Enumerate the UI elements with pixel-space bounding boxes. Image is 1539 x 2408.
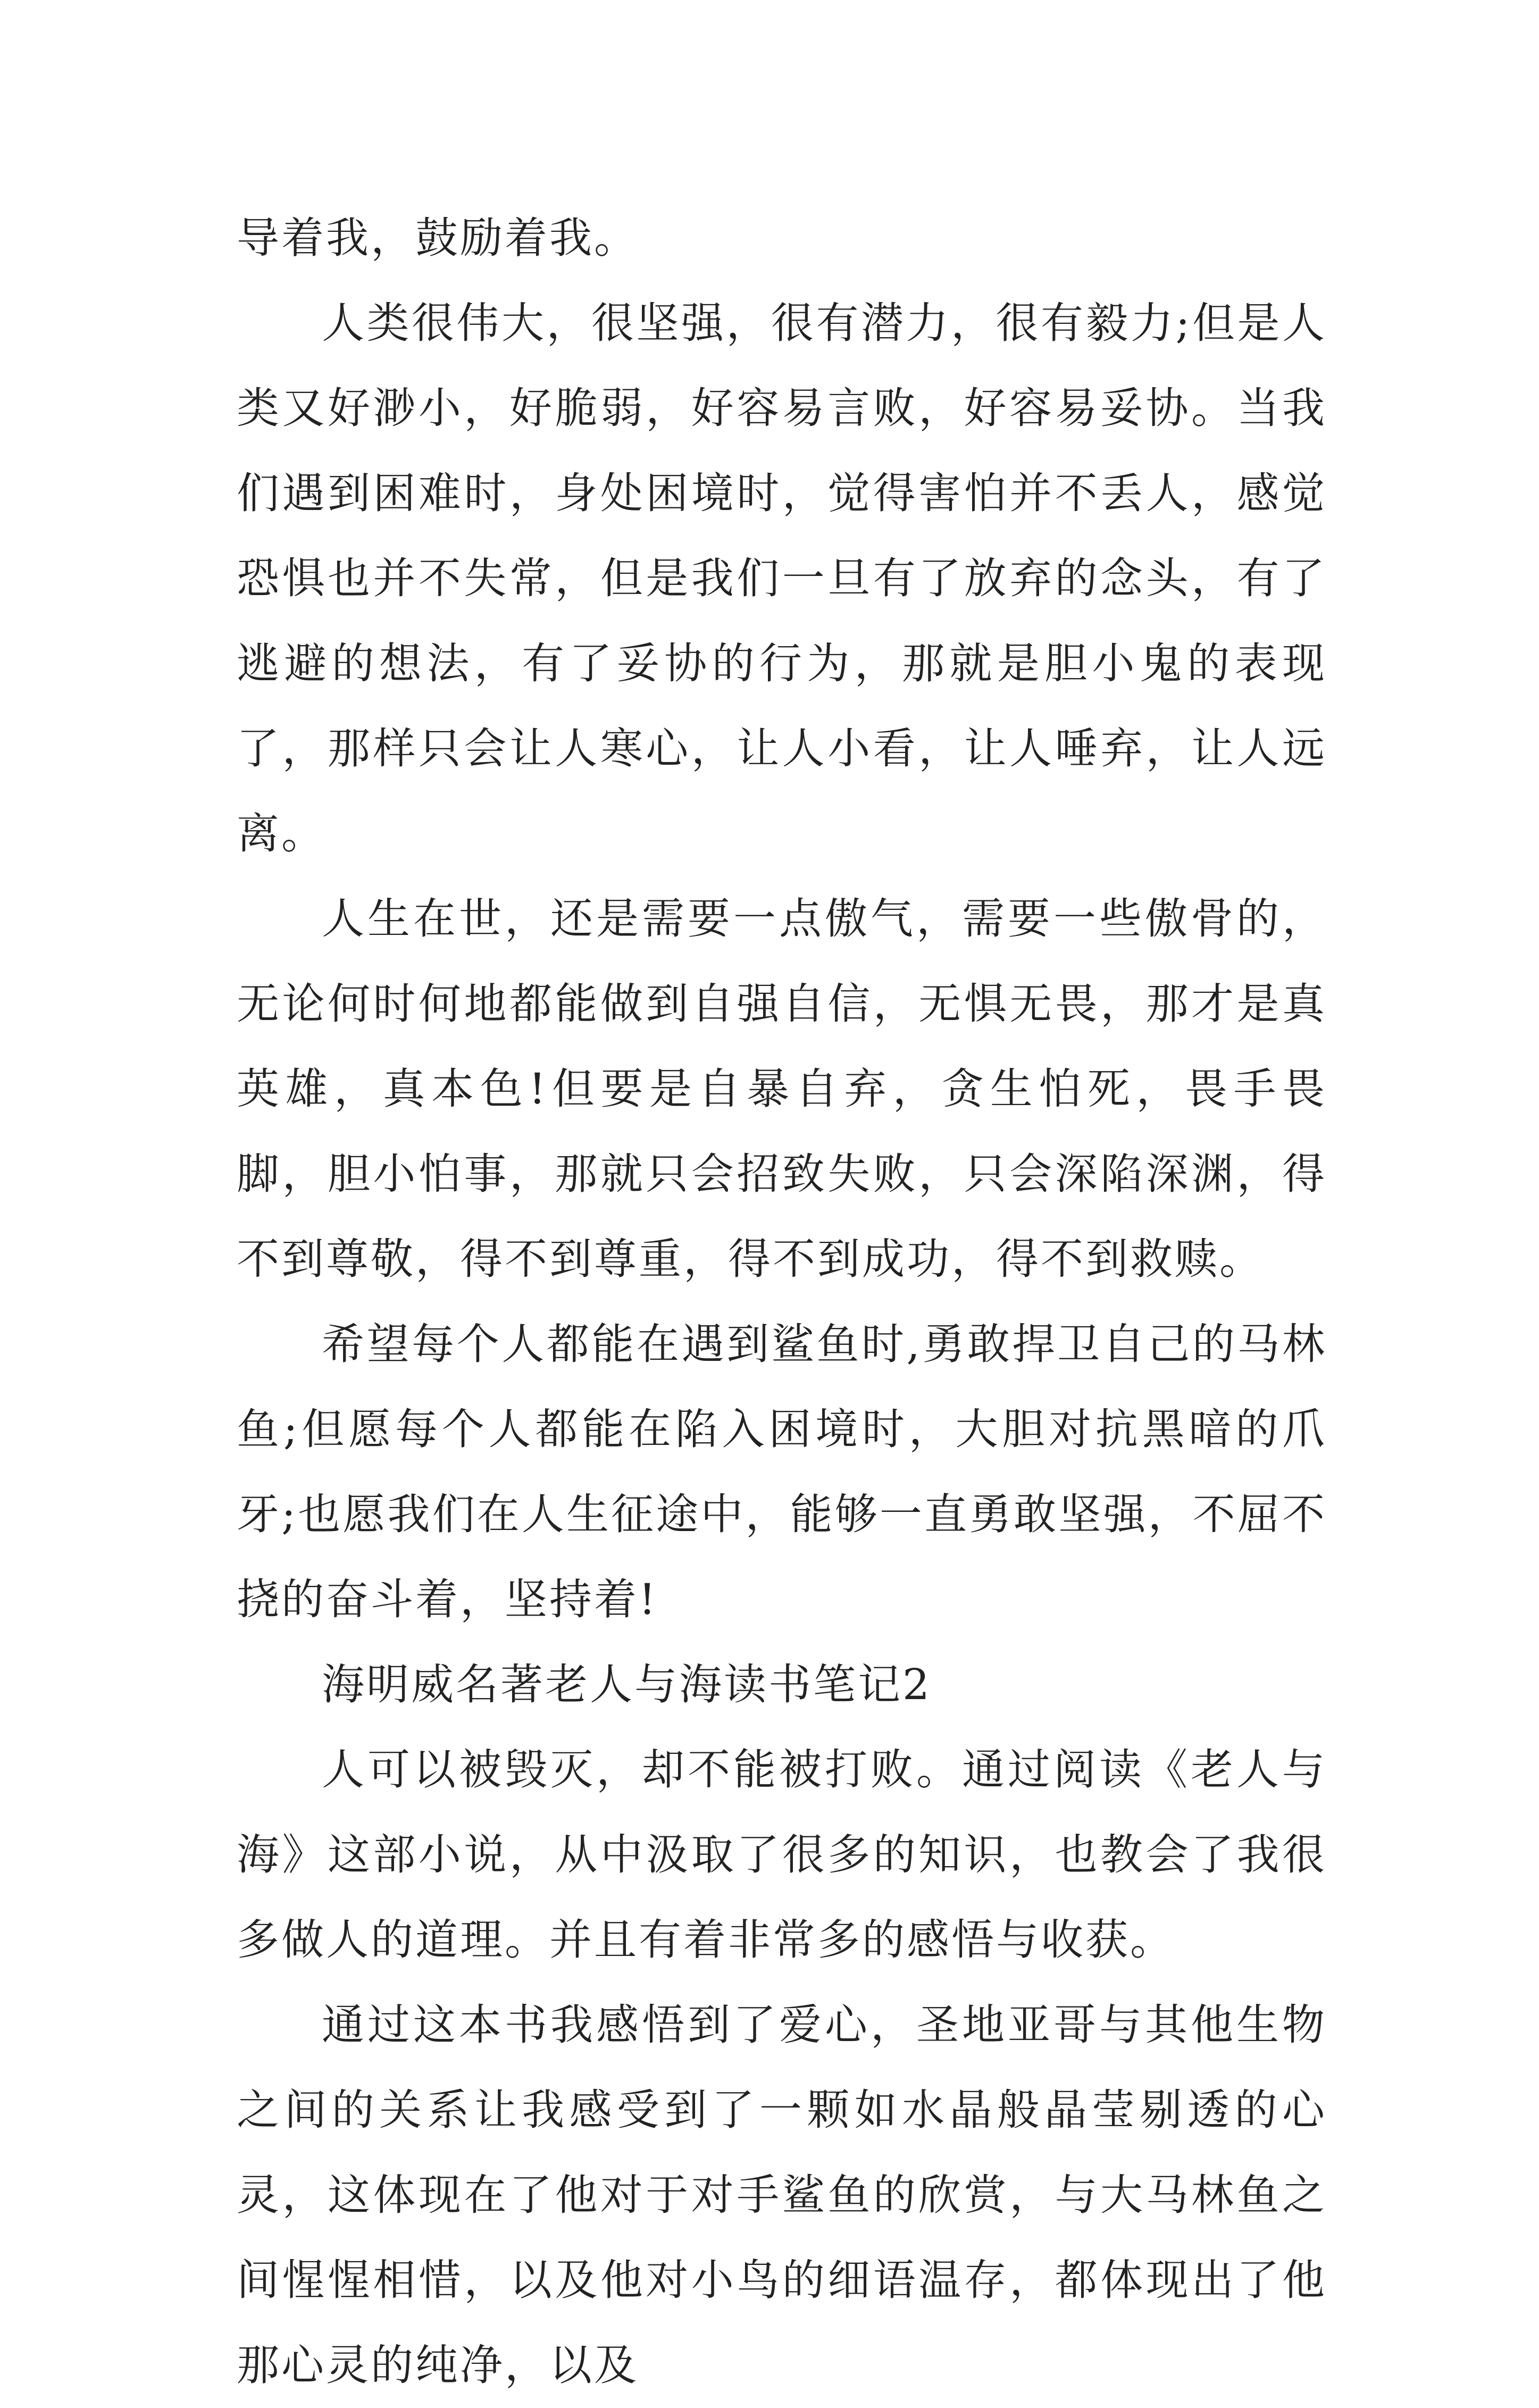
paragraph-5: 人可以被毁灭，却不能被打败。通过阅读《老人与海》这部小说，从中汲取了很多的知识，也教会了我很多做人的道理。并且有着非常多的感悟与收获。 xyxy=(237,1745,1327,1964)
paragraph-6: 通过这本书我感悟到了爱心，圣地亚哥与其他生物之间的关系让我感受到了一颗如水晶般晶莹剔透的心灵，这体现在了他对于对手鲨鱼的欣赏，与大马林鱼之间惺惺相惜，以及他对小鸟的细语温存，都体现出了他那心灵的纯净，以及 xyxy=(237,2000,1327,2390)
paragraph-2: 人类很伟大，很坚强，很有潜力，很有毅力;但是人类又好渺小，好脆弱，好容易言败，好容易妥协。当我们遇到困难时，身处困境时，觉得害怕并不丢人，感觉恐惧也并不失常，但是我们一旦有了放弃的念头，有了逃避的想法，有了妥协的行为，那就是胆小鬼的表现了，那样只会让人寒心，让人小看，让人唾弃，让人远离。 xyxy=(237,298,1327,858)
paragraph-1: 导着我，鼓励着我。 xyxy=(237,213,639,263)
paragraph-4: 希望每个人都能在遇到鲨鱼时,勇敢捍卫自己的马林鱼;但愿每个人都能在陷入困境时，大胆对抗黑暗的爪牙;也愿我们在人生征途中，能够一直勇敢坚强，不屈不挠的奋斗着，坚持着! xyxy=(237,1319,1327,1624)
document-body xyxy=(237,196,1327,2408)
paragraph-3: 人生在世，还是需要一点傲气，需要一些傲骨的，无论何时何地都能做到自强自信，无惧无畏，那才是真英雄，真本色!但要是自暴自弃，贪生怕死，畏手畏脚，胆小怕事，那就只会招致失败，只会深陷深渊，得不到尊敬，得不到尊重，得不到成功，得不到救赎。 xyxy=(237,894,1327,1284)
section-heading: 海明威名著老人与海读书笔记2 xyxy=(322,1660,932,1709)
